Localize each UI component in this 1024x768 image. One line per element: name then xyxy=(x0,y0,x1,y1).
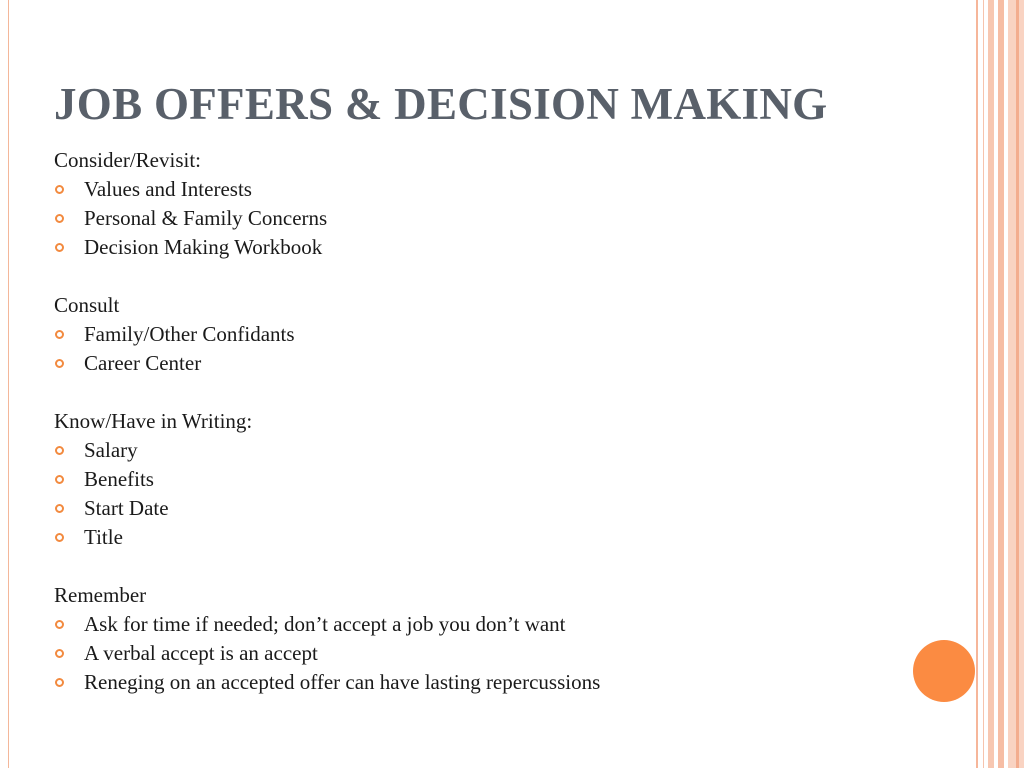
bullet-item xyxy=(54,465,854,494)
bullet-text: Personal & Family Concerns xyxy=(84,206,328,230)
bullet-ring-icon xyxy=(55,649,64,658)
left-edge-line xyxy=(8,0,9,768)
section-heading: Consider/Revisit: xyxy=(54,148,201,172)
bullet-text: A verbal accept is an accept xyxy=(84,641,318,665)
slide-title: JOB OFFERS & DECISION MAKING xyxy=(54,79,828,129)
bullet-item xyxy=(54,349,854,378)
bullet-text: Ask for time if needed; don’t accept a job you don’t want xyxy=(84,612,566,636)
bullet-ring-icon xyxy=(55,359,64,368)
bullet-text: Benefits xyxy=(84,467,154,491)
accent-circle xyxy=(913,640,975,702)
bullet-text: Salary xyxy=(84,438,138,462)
stripe xyxy=(976,0,978,768)
bullet-item xyxy=(54,233,854,262)
section-heading: Remember xyxy=(54,583,147,607)
bullet-item xyxy=(54,610,854,639)
bullet-ring-icon xyxy=(55,620,64,629)
bullet-text: Start Date xyxy=(84,496,169,520)
bullet-text: Reneging on an accepted offer can have lasting repercussions xyxy=(84,670,601,694)
bullet-text: Career Center xyxy=(84,351,202,375)
bullet-item xyxy=(54,320,854,349)
bullet-item xyxy=(54,523,854,552)
bullet-ring-icon xyxy=(55,214,64,223)
stripe xyxy=(998,0,1004,768)
bullet-list xyxy=(54,320,854,378)
bullet-text: Family/Other Confidants xyxy=(84,322,295,346)
section-remember xyxy=(54,581,854,697)
bullet-ring-icon xyxy=(55,475,64,484)
bullet-ring-icon xyxy=(55,330,64,339)
bullet-ring-icon xyxy=(55,446,64,455)
slide-content xyxy=(54,146,854,726)
bullet-item xyxy=(54,175,854,204)
bullet-ring-icon xyxy=(55,678,64,687)
bullet-item xyxy=(54,639,854,668)
bullet-text: Decision Making Workbook xyxy=(84,235,323,259)
bullet-list xyxy=(54,436,854,552)
bullet-text: Title xyxy=(84,525,123,549)
bullet-item xyxy=(54,204,854,233)
bullet-text: Values and Interests xyxy=(84,177,252,201)
section-know-have-in-writing xyxy=(54,407,854,552)
stripe xyxy=(983,0,984,768)
section-heading: Consult xyxy=(54,293,120,317)
section-heading: Know/Have in Writing: xyxy=(54,409,253,433)
bullet-ring-icon xyxy=(55,185,64,194)
section-consider xyxy=(54,146,854,262)
decorative-stripes xyxy=(976,0,1024,768)
bullet-list xyxy=(54,175,854,262)
bullet-item xyxy=(54,494,854,523)
section-consult xyxy=(54,291,854,378)
bullet-list xyxy=(54,610,854,697)
bullet-ring-icon xyxy=(55,504,64,513)
bullet-item xyxy=(54,436,854,465)
bullet-ring-icon xyxy=(55,533,64,542)
stripe xyxy=(1016,0,1019,768)
bullet-ring-icon xyxy=(55,243,64,252)
stripe xyxy=(988,0,994,768)
bullet-item xyxy=(54,668,854,697)
